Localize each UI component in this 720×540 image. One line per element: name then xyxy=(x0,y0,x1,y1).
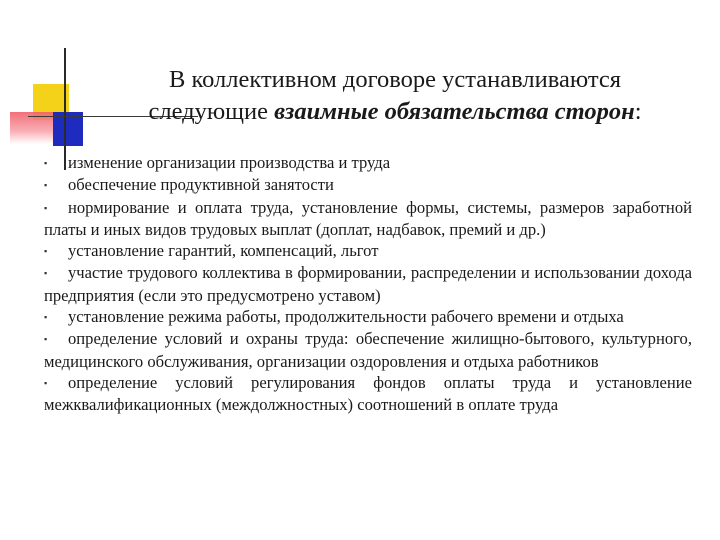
bullet-icon: ▪ xyxy=(44,202,48,213)
slide-title xyxy=(86,64,704,128)
title-line-1: В коллективном договоре устанавливаются xyxy=(169,66,621,93)
list-item-text: установление гарантий, компенсаций, льгот xyxy=(68,241,379,261)
list-item xyxy=(44,152,692,174)
list-item-text: участие трудового коллектива в формировании, распределении и использовании дохода предприятия (если это предусмотрено уставом) xyxy=(44,263,692,305)
list-item-text: изменение организации производства и труда xyxy=(68,153,391,172)
bullet-icon: ▪ xyxy=(44,334,48,345)
list-item-text: нормирование и оплата труда, установление формы, системы, размеров заработной платы и иных видов трудовых выплат (доплат, надбавок, премий и др.) xyxy=(44,197,692,239)
bullet-icon: ▪ xyxy=(44,246,48,257)
list-item xyxy=(44,197,692,241)
list-item-text: установление режима работы, продолжительности рабочего времени и отдыха xyxy=(68,307,624,327)
list-item-text: определение условий регулирования фондов оплаты труда и установление межквалификационных (междолжностных) соотношений в оплате труда xyxy=(44,372,692,415)
title-prefix: следующие xyxy=(148,98,275,125)
decor-blue-square xyxy=(53,112,83,146)
title-emphasis: взаимные обязательства сторон xyxy=(274,98,635,125)
list-item xyxy=(44,240,692,262)
bullet-icon: ▪ xyxy=(44,180,48,191)
list-item-text: обеспечение продуктивной занятости xyxy=(68,175,334,195)
bullet-icon: ▪ xyxy=(44,377,48,388)
obligations-list xyxy=(44,152,692,416)
bullet-icon: ▪ xyxy=(44,312,48,323)
bullet-icon: ▪ xyxy=(44,268,48,279)
list-item xyxy=(44,174,692,196)
title-line-2 xyxy=(86,96,704,128)
list-item-text: определение условий и охраны труда: обеспечение жилищно-бытового, культурного, медицинского обслуживания, организации оздоровления и отдыха работников xyxy=(44,329,692,371)
list-item xyxy=(44,328,692,372)
list-item xyxy=(44,306,692,328)
title-suffix: : xyxy=(634,98,642,125)
list-item xyxy=(44,372,692,416)
bullet-icon: ▪ xyxy=(44,158,48,168)
list-item xyxy=(44,262,692,306)
